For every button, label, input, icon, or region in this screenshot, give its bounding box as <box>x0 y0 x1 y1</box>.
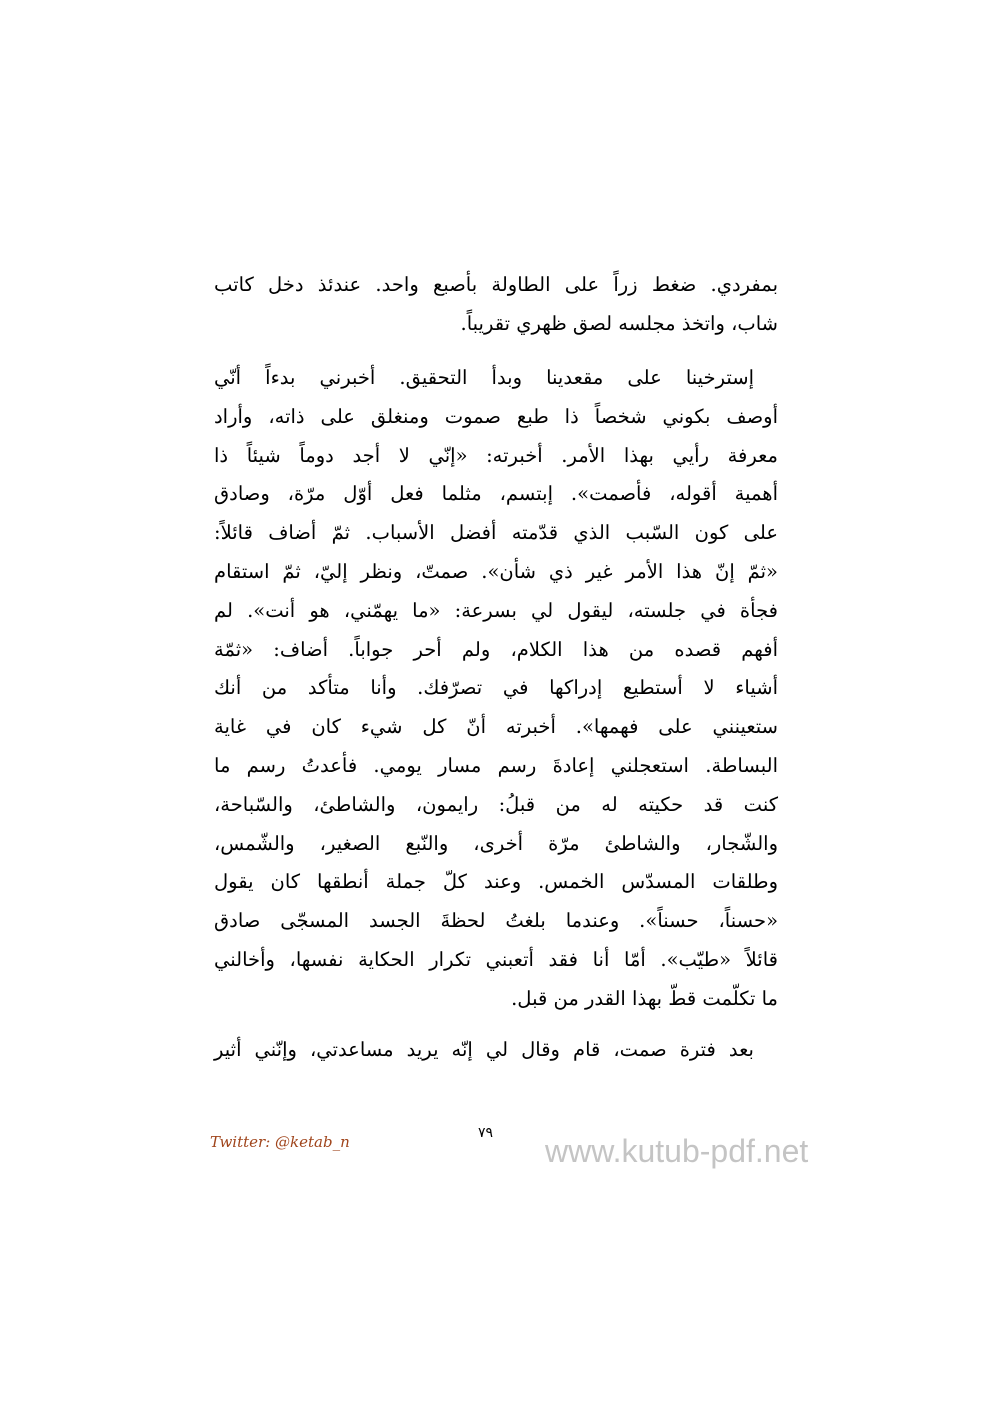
text-line: بعد فترة صمت، قام وقال لي إنّه يريد مساعدتي، وإنّني أثير <box>214 1038 754 1061</box>
paragraph-2 <box>214 359 778 1019</box>
text-line: إسترخينا على مقعدينا وبدأ التحقيق. أخبرني بدءاً أنّي <box>214 366 754 389</box>
text-line: أوصف بكوني شخصاً ذا طبع صموت ومنغلق على ذاته، وأراد <box>214 404 778 428</box>
text-line: كنت قد حكيته له من قبلُ: رايمون، والشاطئ، والسّباحة، <box>214 792 778 816</box>
text-line: «ثمّ إنّ هذا الأمر غير ذي شأن». صمتّ، ونظر إليّ، ثمّ استقام <box>214 559 778 583</box>
text-line: على كون السّبب الذي قدّمته أفضل الأسباب. ثمّ أضاف قائلاً: <box>214 521 778 545</box>
text-line: البساطة. استعجلني إعادةَ رسم مسار يومي. فأعدتُ رسم ما <box>214 753 778 777</box>
text-line: ما تكلّمت قطّ بهذا القدر من قبل. <box>511 986 778 1010</box>
text-line: أهمية أقوله، فأصمت». إبتسم، مثلما فعل أوّل مرّة، وصادق <box>214 482 778 506</box>
twitter-handle: Twitter: @ketab_n <box>210 1133 350 1151</box>
text-line: قائلاً «طيّب». أمّا أنا فقد أتعبني تكرار الحكاية نفسها، وأخالني <box>214 947 778 971</box>
text-line: أفهم قصده من هذا الكلام، ولم أحر جواباً. أضاف: «ثمّة <box>214 637 778 661</box>
text-line: معرفة رأيي بهذا الأمر. أخبرته: «إنّي لا أجد دوماً شيئاً ذا <box>214 443 778 467</box>
text-line: ستعينني على فهمها». أخبرته أنّ كل شيء كان في غاية <box>214 715 778 739</box>
text-line: أشياء لا أستطيع إدراكها في تصرّفك. وأنا متأكد من أنك <box>214 676 778 700</box>
text-line: شاب، واتخذ مجلسه لصق ظهري تقريباً. <box>460 311 778 335</box>
text-line: فجأة في جلسته، ليقول لي بسرعة: «ما يهمّني، هو أنت». لم <box>214 598 778 622</box>
paragraph-1 <box>214 266 778 344</box>
text-line: «حسناً، حسناً». وعندما بلغتُ لحظةَ الجسد المسجّى صادق <box>214 909 778 933</box>
watermark-url: www.kutub-pdf.net <box>545 1133 809 1169</box>
text-line: والشّجار، والشاطئ مرّة أخرى، والنّبع الصغير، والشّمس، <box>214 831 778 855</box>
text-line: وطلقات المسدّس الخمس. وعند كلّ جملة أنطقها كان يقول <box>214 870 778 894</box>
paragraph-3 <box>214 1031 778 1070</box>
page-number: ٧٩ <box>478 1125 494 1141</box>
text-line: بمفردي. ضغط زراً على الطاولة بأصبع واحد. عندئذ دخل كاتب <box>214 273 778 296</box>
